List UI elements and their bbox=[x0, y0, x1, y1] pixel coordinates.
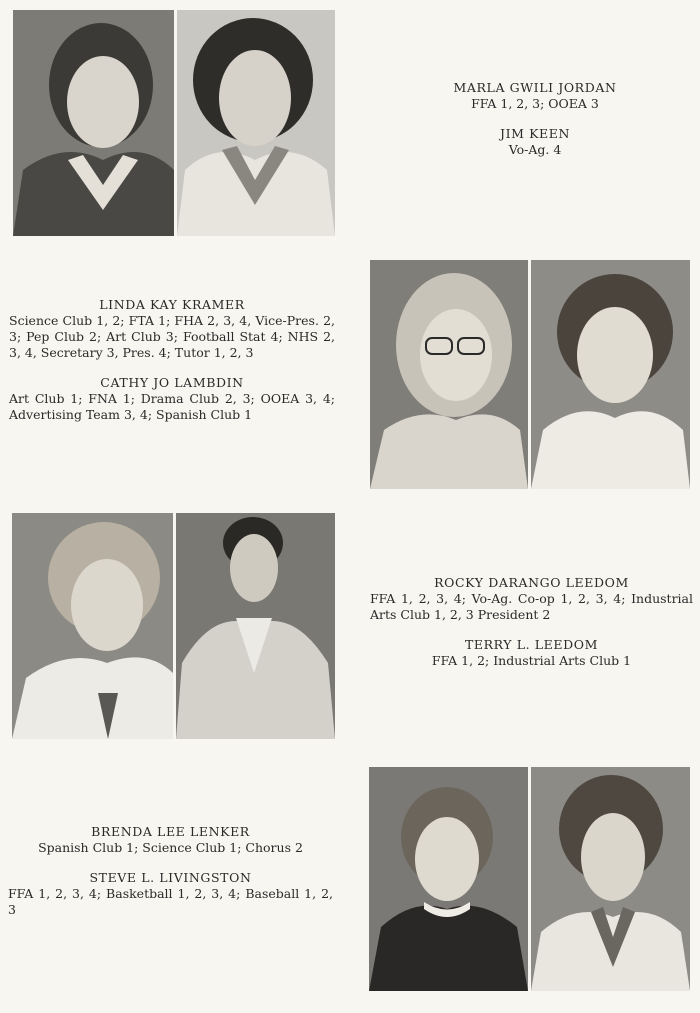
student-name: BRENDA LEE LENKER bbox=[91, 824, 250, 839]
portrait-silhouette bbox=[177, 10, 335, 236]
student-activities: Spanish Club 1; Science Club 1; Chorus 2 bbox=[38, 840, 303, 855]
student-name: TERRY L. LEEDOM bbox=[465, 637, 598, 652]
caption-row3 bbox=[370, 575, 693, 669]
student-name: LINDA KAY KRAMER bbox=[99, 297, 245, 312]
caption-row4 bbox=[8, 824, 333, 918]
portrait-brenda-lenker bbox=[369, 767, 528, 991]
student-activities: FFA 1, 2, 3, 4; Vo-Ag. Co-op 1, 2, 3, 4; Industrial Arts Club 1, 2, 3 President 2 bbox=[370, 591, 693, 622]
student-name: STEVE L. LIVINGSTON bbox=[89, 870, 252, 885]
portrait-silhouette bbox=[370, 260, 528, 489]
portrait-terry-leedom bbox=[176, 513, 335, 739]
portrait-silhouette bbox=[176, 513, 335, 739]
student-activities: FFA 1, 2; Industrial Arts Club 1 bbox=[431, 653, 632, 668]
student-activities: FFA 1, 2, 3, 4; Basketball 1, 2, 3, 4; Baseball 1, 2, 3 bbox=[8, 886, 333, 917]
portrait-silhouette bbox=[12, 513, 173, 739]
portrait-silhouette bbox=[13, 10, 174, 236]
portrait-marla-jordan bbox=[13, 10, 174, 236]
student-name: CATHY JO LAMBDIN bbox=[100, 375, 244, 390]
student-name: ROCKY DARANGO LEEDOM bbox=[434, 575, 629, 590]
student-activities: Vo-Ag. 4 bbox=[508, 142, 562, 157]
portrait-jim-keen bbox=[177, 10, 335, 236]
portrait-cathy-lambdin bbox=[531, 260, 690, 489]
caption-row1 bbox=[395, 80, 675, 158]
portrait-silhouette bbox=[369, 767, 528, 991]
student-activities: Art Club 1; FNA 1; Drama Club 2, 3; OOEA 3, 4; Advertising Team 3, 4; Spanish Club 1 bbox=[9, 391, 335, 422]
portrait-steve-livingston bbox=[531, 767, 690, 991]
student-name: JIM KEEN bbox=[499, 126, 571, 141]
student-activities: Science Club 1, 2; FTA 1; FHA 2, 3, 4, Vice-Pres. 2, 3; Pep Club 2; Art Club 3; Football Stat 4; NHS 2, 3, 4, Secretary 3, Pres. 4; Tutor 1, 2, 3 bbox=[9, 313, 335, 360]
caption-row2 bbox=[9, 297, 335, 423]
portrait-silhouette bbox=[531, 767, 690, 991]
student-name: MARLA GWILI JORDAN bbox=[453, 80, 617, 95]
portrait-linda-kramer bbox=[370, 260, 528, 489]
portrait-rocky-leedom bbox=[12, 513, 173, 739]
student-activities: FFA 1, 2, 3; OOEA 3 bbox=[471, 96, 599, 111]
portrait-silhouette bbox=[531, 260, 690, 489]
